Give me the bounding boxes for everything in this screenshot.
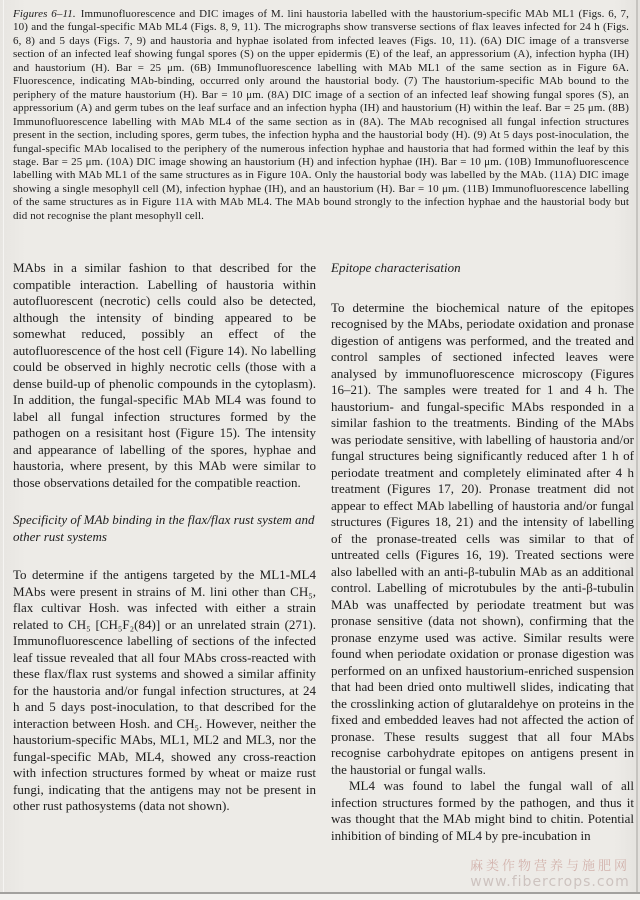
watermark-chinese-text: 麻类作物营养与施肥网 <box>469 859 630 874</box>
section-heading-epitope: Epitope characterisation <box>331 260 461 275</box>
right-column-paragraph-1: To determine the biochemical nature of the epitopes recognised by the MAbs, periodate oxidation and pronase digestion of antigens was performed, and the treated and control samples of sectioned infected leaves were analysed by immunofluorescence microscopy (Figures 16–21). The samples were treated for 1 and 4 h. The haustorium- and fungal-specific MAbs responded in a similar fashion to the treatments. Binding of the MAbs was periodate sensitive, with labelling of haustoria and/or fungal structures being significantly reduced after 1 h of periodate treatment and completely eliminated after 4 h treatment (Figures 17, 20). Pronase treatment did not appear to effect MAb labelling of haustoria and/or fungal structures (Figures 18, 21) and the intensity of labelling of the pronase-treated cells was similar to that of untreated cells (Figures 16, 19). Treated sections were also labelled with an anti-β-tubulin MAb as an additional control. Labelling of microtubules by the anti-β-tubulin MAb was unaffected by periodate treatment but was pronase sensitive (data not shown), confirming that the pronase enzyme used was active. Similar results were found when periodate oxidation or pronase digestion was performed on an unfixed haustorium-enriched suspension that had been dried onto multiwell slides, indicating that the crosslinking action of glutaraldehye on proteins in the fixed and embedded leaves had not affected the action of pronase. These results suggest that all four MAbs recognise carbohydrate epitopes on antigens present in the haustorial or fungal walls. <box>331 299 634 777</box>
page-edge-bottom-line <box>0 892 640 894</box>
left-column-paragraph-1: MAbs in a similar fashion to that described for the compatible interaction. Labelling of haustoria within autofluorescent (necrotic) cells could also be detected, although the intensity of binding appeared to be somewhat reduced, possibly an effect of the autofluorescence of the host cell (Figure 14). No labelling could be observed in highly necrotic cells (those with a dense build-up of phenolic compounds in the cytoplasm). In addition, the fungal-specific MAb ML4 was found to label all fungal infection structures formed by the pathogen on a resisitant host (Figure 15). The intensity and appearance of labelling of the spores, hyphae and haustoria, where present, by this MAb were similar to those observations detailed for the compatible reaction. <box>13 260 316 490</box>
figure-caption-text: Immunofluorescence and DIC images of M. lini haustoria labelled with the haustorium-specific MAb ML1 (Figs. 6, 7, 10) and the fungal-specific MAb ML4 (Figs. 8, 9, 11). The micrographs show transverse sections of flax leaves infected for 24 h (Figs. 6, 8) and 5 days (Figs. 7, 9) and haustoria and hyphae isolated from infected leaves (Figs. 10, 11). (6A) DIC image of a transverse section of an infected leaf showing fungal spores (S) on the upper epidermis (E) of the leaf, an appressorium (A), infection hypha (IH) and haustorium (H). Bar = 25 μm. (6B) Immunofluorescence labelling with MAb ML1 of the same section as in Figure 6A. Fluorescence, indicating MAb-binding, occurred only around the haustorial body. (7) The haustorium-specific MAb bound to the periphery of the mature haustorium (H). Bar = 10 μm. (8A) DIC image of a section of an infected leaf showing fungal spores (S), an appressorium (A) and germ tubes on the leaf surface and an infection hypha (IH) and haustorium (H) within the leaf. Bar = 25 μm. (8B) Immunofluorescence labelling with MAb ML4 of the same section as in (8A). The MAb recognised all fungal infection structures present in the section, including spores, germ tubes, the infection hypha and the haustorial body (H). (9) At 5 days post-inoculation, the fungal-specific MAb localised to the periphery of the numerous infection hyphae and haustoria that had formed within the leaf by this stage. Bar = 25 μm. (10A) DIC image showing an haustorium (H) and infection hyphae (IH). Bar = 10 μm. (10B) Immunofluorescence labelling with MAb ML1 of the same structures as in Figure 10A. Only the haustorial body was labelled by the MAb. (11A) DIC image showing a single mesophyll cell (M), infection hyphae (IH), and an haustorium (H). Bar = 10 μm. (11B) Immunofluorescence labelling of the same structures as in Figure 11A with MAb ML4. The MAb bound strongly to the infection hyphae and the haustorial body but did not recognise the plant mesophyll cell. <box>13 8 629 222</box>
left-column <box>13 260 316 892</box>
page-edge-right <box>636 0 638 900</box>
page-edge-bottom-fill <box>0 894 640 900</box>
watermark-url-text: www.fibercrops.com <box>470 874 630 890</box>
left-column-paragraph-2: To determine if the antigens targeted by the ML1-ML4 MAbs were present in strains of M. lini other than CH₅, flax cultivar Hosh. was infected with either a strain related to CH₅ [CH₅F₂(84)] or an unrelated strain (271). Immunofluorescence labelling of sections of the infected leaf tissue revealed that all four MAbs cross-reacted with these flax/flax rust systems and showed a similar affinity for the haustoria and/or fungal infection structures, at 24 h and 5 days post-inoculation, to that described for the interaction between Hosh. and CH₅. However, neither the haustorium-specific MAbs, ML1, ML2 and ML3, nor the fungal-specific MAb, ML4, showed any cross-reaction with infection structures formed by wheat or maize rust fungi, indicating that the antigens may not be present in other rust pathosystems (data not shown). <box>13 567 316 813</box>
section-heading-specificity: Specificity of MAb binding in the flax/flax rust system and other rust systems <box>13 512 315 544</box>
figure-caption-label: Figures 6–11. <box>13 8 76 20</box>
right-column-paragraph-2: ML4 was found to label the fungal wall of all infection structures formed by the pathogen, and thus it was thought that the MAb might bind to chitin. Potential inhibition of binding of ML4 by pre-incubation in <box>331 778 634 843</box>
page-edge-left <box>3 0 4 900</box>
body-columns <box>13 260 635 892</box>
right-column <box>331 260 634 892</box>
figure-caption <box>13 8 629 223</box>
